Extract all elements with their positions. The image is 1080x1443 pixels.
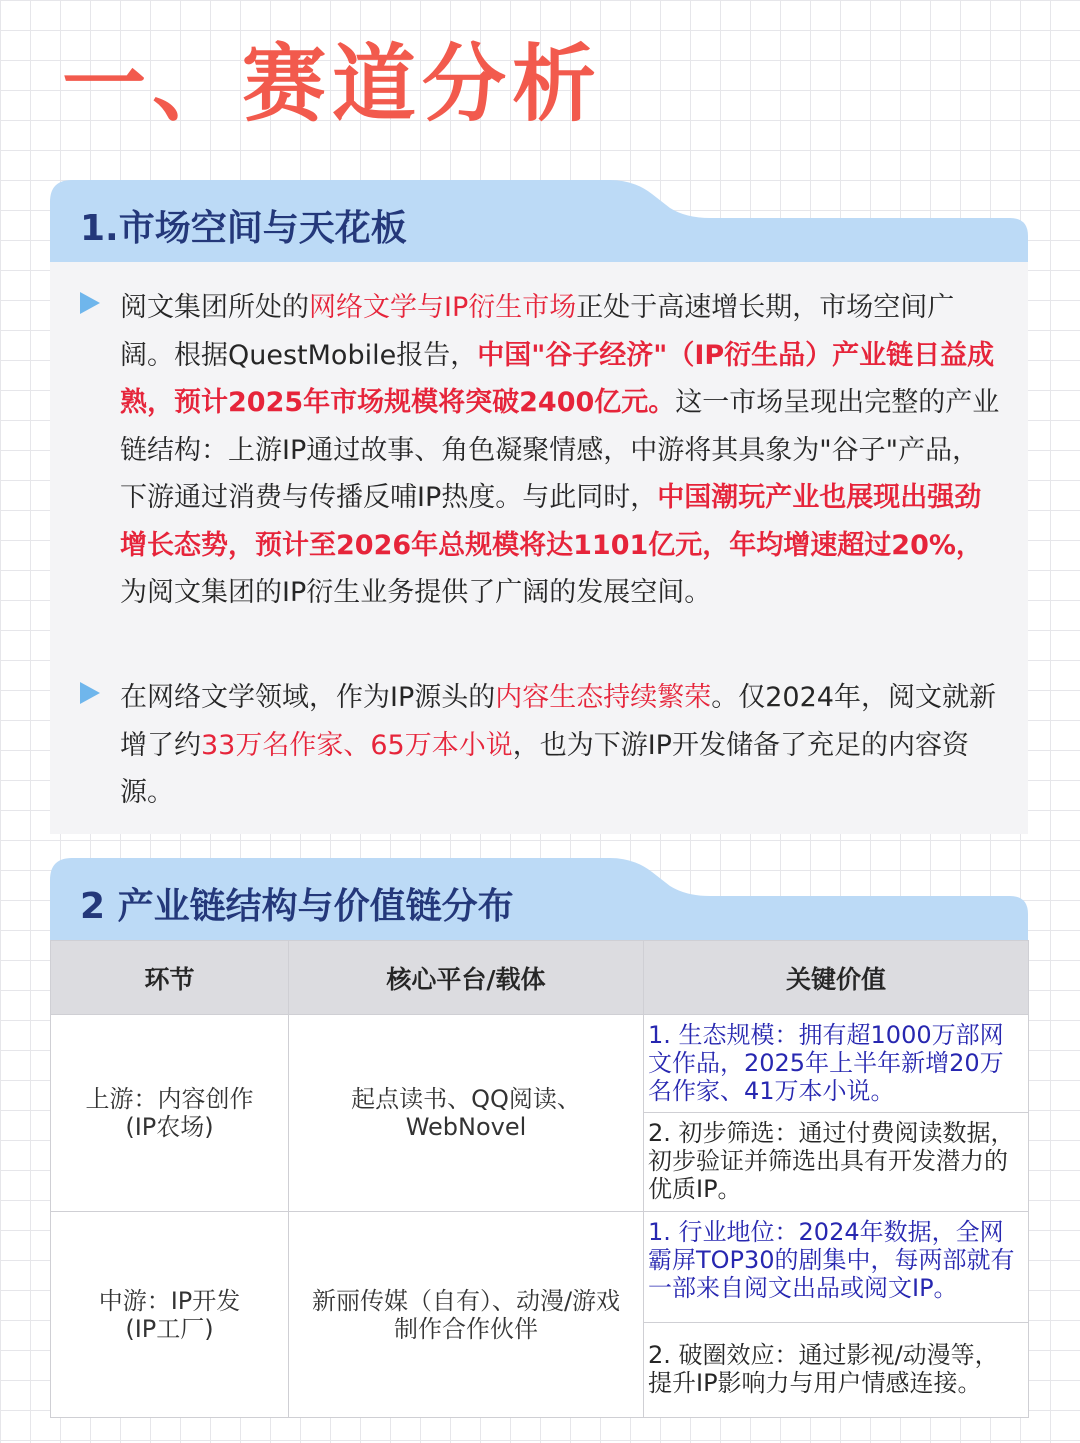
- value-item: 2. 破圈效应：通过影视/动漫等，提升IP影响力与用户情感连接。: [644, 1322, 1028, 1403]
- platform-cell: 新丽传媒（自有）、动漫/游戏 制作合作伙伴: [289, 1212, 644, 1418]
- triangle-bullet-icon: [80, 682, 100, 704]
- segment-cell: 中游：IP开发 (IP工厂): [51, 1212, 289, 1418]
- value-item: 1. 行业地位：2024年数据，全网霸屏TOP30的剧集中，每两部就有一部来自阅文出品或阅文IP。: [648, 1218, 1015, 1302]
- section2-title: 2 产业链结构与价值链分布: [80, 886, 514, 927]
- header-value: 关键价值: [644, 941, 1029, 1015]
- section1-header: [50, 180, 1028, 262]
- header-segment: 环节: [51, 941, 289, 1015]
- bullet-content: [80, 674, 1000, 817]
- value-item: 1. 生态规模：拥有超1000万部网文作品，2025年上半年新增20万名作家、41万本小说。: [648, 1021, 1004, 1105]
- section1-panel: [50, 262, 1028, 834]
- bullet-market-text: 阅文集团所处的网络文学与IP衍生市场正处于高速增长期，市场空间广阔。根据QuestMobile报告，中国"谷子经济"（IP衍生品）产业链日益成熟，预计2025年市场规模将突破2400亿元。这一市场呈现出完整的产业链结构：上游IP通过故事、角色凝聚情感，中游将其具象为"谷子"产品，下游通过消费与传播反哺IP热度。与此同时，中国潮玩产业也展现出强劲增长态势，预计至2026年总规模将达1101亿元，年均增速超过20%，为阅文集团的IP衍生业务提供了广阔的发展空间。: [120, 292, 1000, 608]
- bullet-content-text: 在网络文学领域，作为IP源头的内容生态持续繁荣。仅2024年，阅文就新增了约33万名作家、65万本小说，也为下游IP开发储备了充足的内容资源。: [120, 682, 996, 808]
- value-item: 2. 初步筛选：通过付费阅读数据，初步验证并筛选出具有开发潜力的优质IP。: [644, 1112, 1028, 1209]
- table-row: [51, 1015, 1029, 1212]
- section1-title: 1.市场空间与天花板: [80, 208, 407, 249]
- header-platform: 核心平台/载体: [289, 941, 644, 1015]
- page-title: 一、赛道分析: [62, 34, 603, 133]
- value-cell: [644, 1212, 1029, 1418]
- value-cell: [644, 1015, 1029, 1212]
- triangle-bullet-icon: [80, 292, 100, 314]
- table-row: [51, 1212, 1029, 1418]
- segment-cell: 上游：内容创作 (IP农场): [51, 1015, 289, 1212]
- section2-header: [50, 858, 1028, 940]
- value-chain-table: [50, 940, 1029, 1418]
- bullet-market: [80, 284, 1000, 617]
- platform-cell: 起点读书、QQ阅读、 WebNovel: [289, 1015, 644, 1212]
- table-header-row: [51, 941, 1029, 1015]
